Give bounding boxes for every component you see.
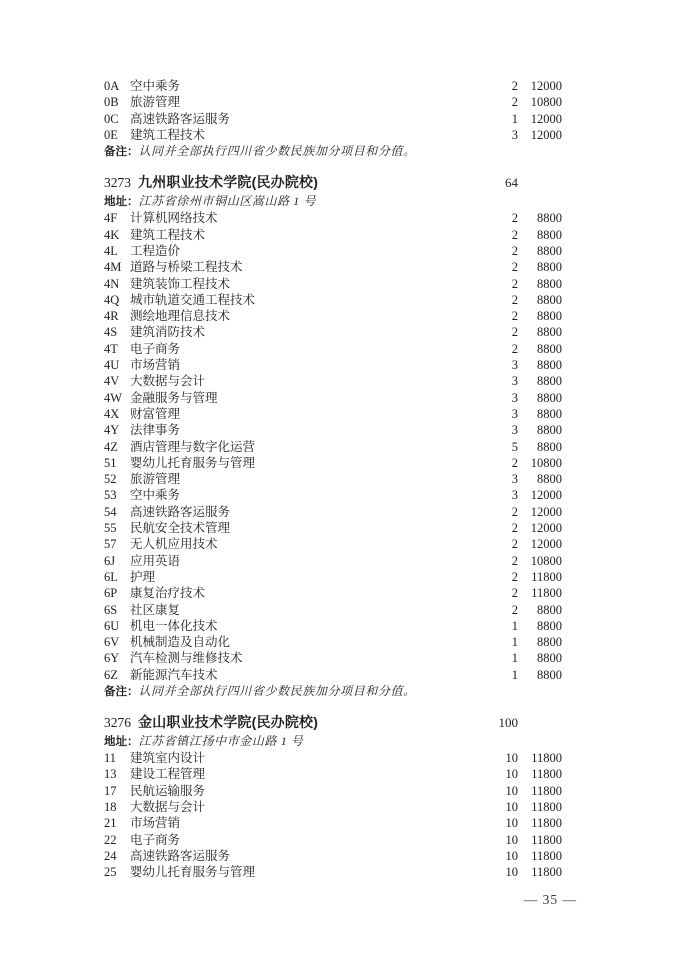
major-code: 4Z: [104, 439, 118, 454]
tuition-fee: 11800: [531, 783, 562, 798]
major-name: 大数据与会计: [130, 374, 206, 389]
tuition-fee: 11800: [531, 800, 562, 815]
major-row: [104, 292, 562, 308]
major-row: [104, 520, 562, 536]
tuition-fee: 8800: [537, 423, 562, 438]
major-name: 机电一体化技术: [130, 618, 218, 633]
major-name: 道路与桥梁工程技术: [130, 260, 243, 275]
major-row: [104, 357, 562, 373]
plan-count: 1: [511, 111, 518, 126]
major-name: 建筑工程技术: [130, 227, 206, 242]
major-row: [104, 308, 562, 324]
major-rows: [104, 210, 562, 683]
plan-count: 2: [511, 569, 518, 584]
major-code: 4Q: [104, 292, 120, 307]
major-row: [104, 667, 562, 683]
major-row: [104, 750, 562, 766]
major-code: 25: [104, 865, 117, 880]
major-row: [104, 324, 562, 340]
plan-count: 1: [511, 618, 518, 633]
plan-count: 2: [511, 95, 518, 110]
major-name: 市场营销: [130, 358, 181, 373]
major-name: 婴幼儿托育服务与管理: [130, 455, 256, 470]
tuition-fee: 12000: [530, 79, 562, 93]
major-name: 城市轨道交通工程技术: [130, 292, 256, 307]
tuition-fee: 8800: [537, 472, 562, 487]
major-name: 电子商务: [130, 832, 181, 847]
plan-count: 2: [511, 243, 518, 258]
major-row: [104, 471, 562, 487]
major-row: [104, 536, 562, 552]
tuition-fee: 11800: [531, 816, 562, 831]
institution-code: 3273: [104, 174, 131, 190]
major-code: 6Y: [104, 651, 120, 666]
institution-section-continued: [104, 78, 562, 161]
major-name: 机械制造及自动化: [130, 635, 231, 650]
plan-count: 2: [511, 521, 518, 536]
institution-header: [104, 712, 562, 733]
plan-count: 2: [511, 537, 518, 552]
tuition-fee: 8800: [537, 618, 562, 633]
plan-count: 3: [511, 423, 518, 438]
remark-line: [104, 683, 562, 701]
remark-text: 认同并全部执行四川省少数民族加分项目和分值。: [138, 683, 416, 698]
major-code: 4F: [104, 211, 118, 226]
major-code: 54: [104, 504, 117, 519]
tuition-fee: 11800: [531, 569, 562, 584]
major-code: 21: [104, 816, 117, 831]
plan-count: 3: [511, 390, 518, 405]
major-name: 汽车检测与维修技术: [130, 651, 243, 666]
plan-count: 2: [511, 260, 518, 275]
address-text: 江苏省徐州市铜山区嵩山路 1 号: [138, 193, 317, 208]
major-name: 测绘地理信息技术: [130, 309, 231, 324]
major-row: [104, 406, 562, 422]
major-code: 4N: [104, 276, 120, 291]
remark-line: [104, 143, 562, 161]
major-code: 17: [104, 783, 117, 798]
institution-code: 3276: [104, 714, 131, 730]
major-name: 高速铁路客运服务: [130, 848, 231, 863]
plan-count: 2: [511, 586, 518, 601]
tuition-fee: 11800: [531, 832, 562, 847]
plan-count: 2: [511, 292, 518, 307]
major-row: [104, 276, 562, 292]
tuition-fee: 8800: [537, 309, 562, 324]
tuition-fee: 8800: [537, 602, 562, 617]
major-code: 57: [104, 537, 117, 552]
major-row: [104, 602, 562, 618]
institution-header: [104, 172, 562, 193]
major-row: [104, 634, 562, 650]
major-code: 53: [104, 488, 117, 503]
tuition-fee: 8800: [537, 325, 562, 340]
major-code: 0A: [104, 79, 120, 93]
remark-label: 备注：: [104, 685, 139, 698]
tuition-fee: 8800: [537, 341, 562, 356]
major-row: [104, 504, 562, 520]
major-code: 4T: [104, 341, 118, 356]
plan-count: 2: [511, 276, 518, 291]
major-name: 财富管理: [130, 406, 181, 421]
major-name: 建筑工程技术: [130, 127, 206, 142]
major-code: 4L: [104, 243, 118, 258]
plan-count: 2: [511, 79, 518, 93]
tuition-fee: 11800: [531, 751, 562, 766]
plan-count: 2: [511, 602, 518, 617]
major-code: 13: [104, 767, 117, 782]
tuition-fee: 8800: [537, 243, 562, 258]
major-row: [104, 422, 562, 438]
major-name: 旅游管理: [130, 95, 181, 110]
plan-count: 2: [511, 455, 518, 470]
address-line: [104, 733, 562, 751]
major-code: 4W: [104, 390, 123, 405]
major-name: 市场营销: [130, 816, 181, 831]
major-name: 酒店管理与数字化运营: [130, 439, 256, 454]
major-code: 11: [104, 751, 117, 766]
major-name: 计算机网络技术: [130, 211, 218, 226]
major-code: 52: [104, 472, 117, 487]
tuition-fee: 11800: [531, 767, 562, 782]
institution-section-3273: [104, 172, 562, 701]
major-rows: [104, 78, 562, 143]
plan-count: 3: [511, 406, 518, 421]
major-name: 民航安全技术管理: [130, 521, 231, 536]
major-code: 0B: [104, 95, 119, 110]
major-row: [104, 569, 562, 585]
tuition-fee: 11800: [531, 586, 562, 601]
major-row: [104, 766, 562, 782]
tuition-fee: 8800: [537, 667, 562, 682]
major-row: [104, 783, 562, 799]
major-code: 22: [104, 832, 117, 847]
major-name: 建筑装饰工程技术: [130, 276, 231, 291]
plan-count: 10: [505, 783, 518, 798]
major-name: 护理: [130, 569, 156, 584]
major-code: 4U: [104, 358, 120, 373]
institution-name: 九州职业技术学院(民办院校): [138, 173, 319, 190]
major-code: 6U: [104, 618, 120, 633]
plan-count: 2: [511, 211, 518, 226]
major-name: 建设工程管理: [130, 767, 206, 782]
major-row: [104, 341, 562, 357]
major-name: 空中乘务: [130, 488, 181, 503]
plan-count: 3: [511, 127, 518, 142]
major-row: [104, 210, 562, 226]
plan-count: 10: [505, 848, 518, 863]
tuition-fee: 12000: [530, 111, 562, 126]
tuition-fee: 11800: [531, 848, 562, 863]
major-code: 4X: [104, 406, 120, 421]
major-name: 康复治疗技术: [130, 586, 206, 601]
major-row: [104, 832, 562, 848]
institution-total-plan: 64: [505, 174, 518, 190]
major-code: 6L: [104, 569, 118, 584]
major-code: 0E: [104, 127, 118, 142]
major-name: 空中乘务: [130, 79, 181, 93]
plan-count: 2: [511, 341, 518, 356]
major-code: 4V: [104, 374, 120, 389]
plan-count: 10: [505, 767, 518, 782]
major-name: 法律事务: [130, 423, 181, 438]
major-row: [104, 390, 562, 406]
plan-count: 3: [511, 488, 518, 503]
tuition-fee: 8800: [537, 406, 562, 421]
plan-count: 2: [511, 325, 518, 340]
major-name: 应用英语: [130, 553, 181, 568]
plan-count: 10: [505, 832, 518, 847]
major-name: 大数据与会计: [130, 800, 206, 815]
major-name: 高速铁路客运服务: [130, 111, 231, 126]
major-code: 24: [104, 848, 117, 863]
major-code: 6S: [104, 602, 118, 617]
tuition-fee: 8800: [537, 276, 562, 291]
tuition-fee: 8800: [537, 439, 562, 454]
tuition-fee: 8800: [537, 374, 562, 389]
major-code: 4Y: [104, 423, 120, 438]
major-code: 6J: [104, 553, 116, 568]
major-name: 高速铁路客运服务: [130, 504, 231, 519]
major-row: [104, 439, 562, 455]
major-row: [104, 848, 562, 864]
tuition-fee: 8800: [537, 390, 562, 405]
page-content: [104, 78, 562, 881]
major-name: 旅游管理: [130, 472, 181, 487]
major-row: [104, 799, 562, 815]
major-code: 18: [104, 800, 117, 815]
major-code: 4R: [104, 309, 119, 324]
address-text: 江苏省镇江扬中市金山路 1 号: [138, 733, 304, 748]
institution-total-plan: 100: [498, 714, 518, 730]
plan-count: 2: [511, 227, 518, 242]
page-number: — 35 —: [523, 892, 577, 907]
major-code: 4K: [104, 227, 120, 242]
tuition-fee: 8800: [537, 358, 562, 373]
institution-name: 金山职业技术学院(民办院校): [138, 713, 319, 730]
address-label: 地址：: [104, 735, 139, 748]
major-code: 51: [104, 455, 117, 470]
remark-text: 认同并全部执行四川省少数民族加分项目和分值。: [138, 144, 416, 159]
plan-count: 1: [511, 667, 518, 682]
major-code: 6P: [104, 586, 118, 601]
plan-count: 3: [511, 374, 518, 389]
major-rows: [104, 750, 562, 880]
major-row: [104, 455, 562, 471]
major-row: [104, 243, 562, 259]
tuition-fee: 12000: [530, 488, 562, 503]
major-name: 民航运输服务: [130, 783, 206, 798]
tuition-fee: 8800: [537, 211, 562, 226]
major-row: [104, 127, 562, 143]
tuition-fee: 12000: [530, 521, 562, 536]
tuition-fee: 11800: [531, 865, 562, 880]
address-label: 地址：: [104, 195, 139, 208]
plan-count: 10: [505, 800, 518, 815]
major-name: 建筑消防技术: [130, 325, 206, 340]
major-name: 社区康复: [130, 602, 181, 617]
tuition-fee: 8800: [537, 651, 562, 666]
major-row: [104, 864, 562, 880]
plan-count: 1: [511, 651, 518, 666]
major-name: 无人机应用技术: [130, 537, 218, 552]
tuition-fee: 12000: [530, 537, 562, 552]
address-line: [104, 193, 562, 211]
major-row: [104, 94, 562, 110]
tuition-fee: 10800: [530, 95, 562, 110]
major-name: 工程造价: [130, 243, 181, 258]
remark-label: 备注：: [104, 146, 139, 159]
plan-count: 3: [511, 472, 518, 487]
plan-count: 10: [505, 816, 518, 831]
tuition-fee: 8800: [537, 260, 562, 275]
major-name: 新能源汽车技术: [130, 667, 218, 682]
tuition-fee: 12000: [530, 504, 562, 519]
major-row: [104, 650, 562, 666]
major-row: [104, 585, 562, 601]
major-code: 4M: [104, 260, 122, 275]
major-row: [104, 487, 562, 503]
plan-count: 2: [511, 553, 518, 568]
major-code: 6V: [104, 635, 120, 650]
plan-count: 10: [505, 865, 518, 880]
plan-count: 2: [511, 504, 518, 519]
major-code: 0C: [104, 111, 119, 126]
major-name: 建筑室内设计: [130, 751, 206, 766]
major-code: 4S: [104, 325, 118, 340]
major-code: 6Z: [104, 667, 118, 682]
tuition-fee: 8800: [537, 635, 562, 650]
major-row: [104, 78, 562, 94]
tuition-fee: 8800: [537, 292, 562, 307]
major-name: 婴幼儿托育服务与管理: [130, 865, 256, 880]
major-code: 55: [104, 521, 117, 536]
major-row: [104, 259, 562, 275]
tuition-fee: 10800: [530, 553, 562, 568]
major-row: [104, 227, 562, 243]
institution-section-3276: [104, 712, 562, 881]
tuition-fee: 8800: [537, 227, 562, 242]
plan-count: 1: [511, 635, 518, 650]
major-row: [104, 815, 562, 831]
plan-count: 5: [511, 439, 518, 454]
plan-count: 2: [511, 309, 518, 324]
major-row: [104, 618, 562, 634]
plan-count: 10: [505, 751, 518, 766]
plan-count: 3: [511, 358, 518, 373]
major-row: [104, 111, 562, 127]
major-name: 金融服务与管理: [130, 390, 218, 405]
tuition-fee: 10800: [530, 455, 562, 470]
major-row: [104, 373, 562, 389]
major-row: [104, 553, 562, 569]
tuition-fee: 12000: [530, 127, 562, 142]
major-name: 电子商务: [130, 341, 181, 356]
